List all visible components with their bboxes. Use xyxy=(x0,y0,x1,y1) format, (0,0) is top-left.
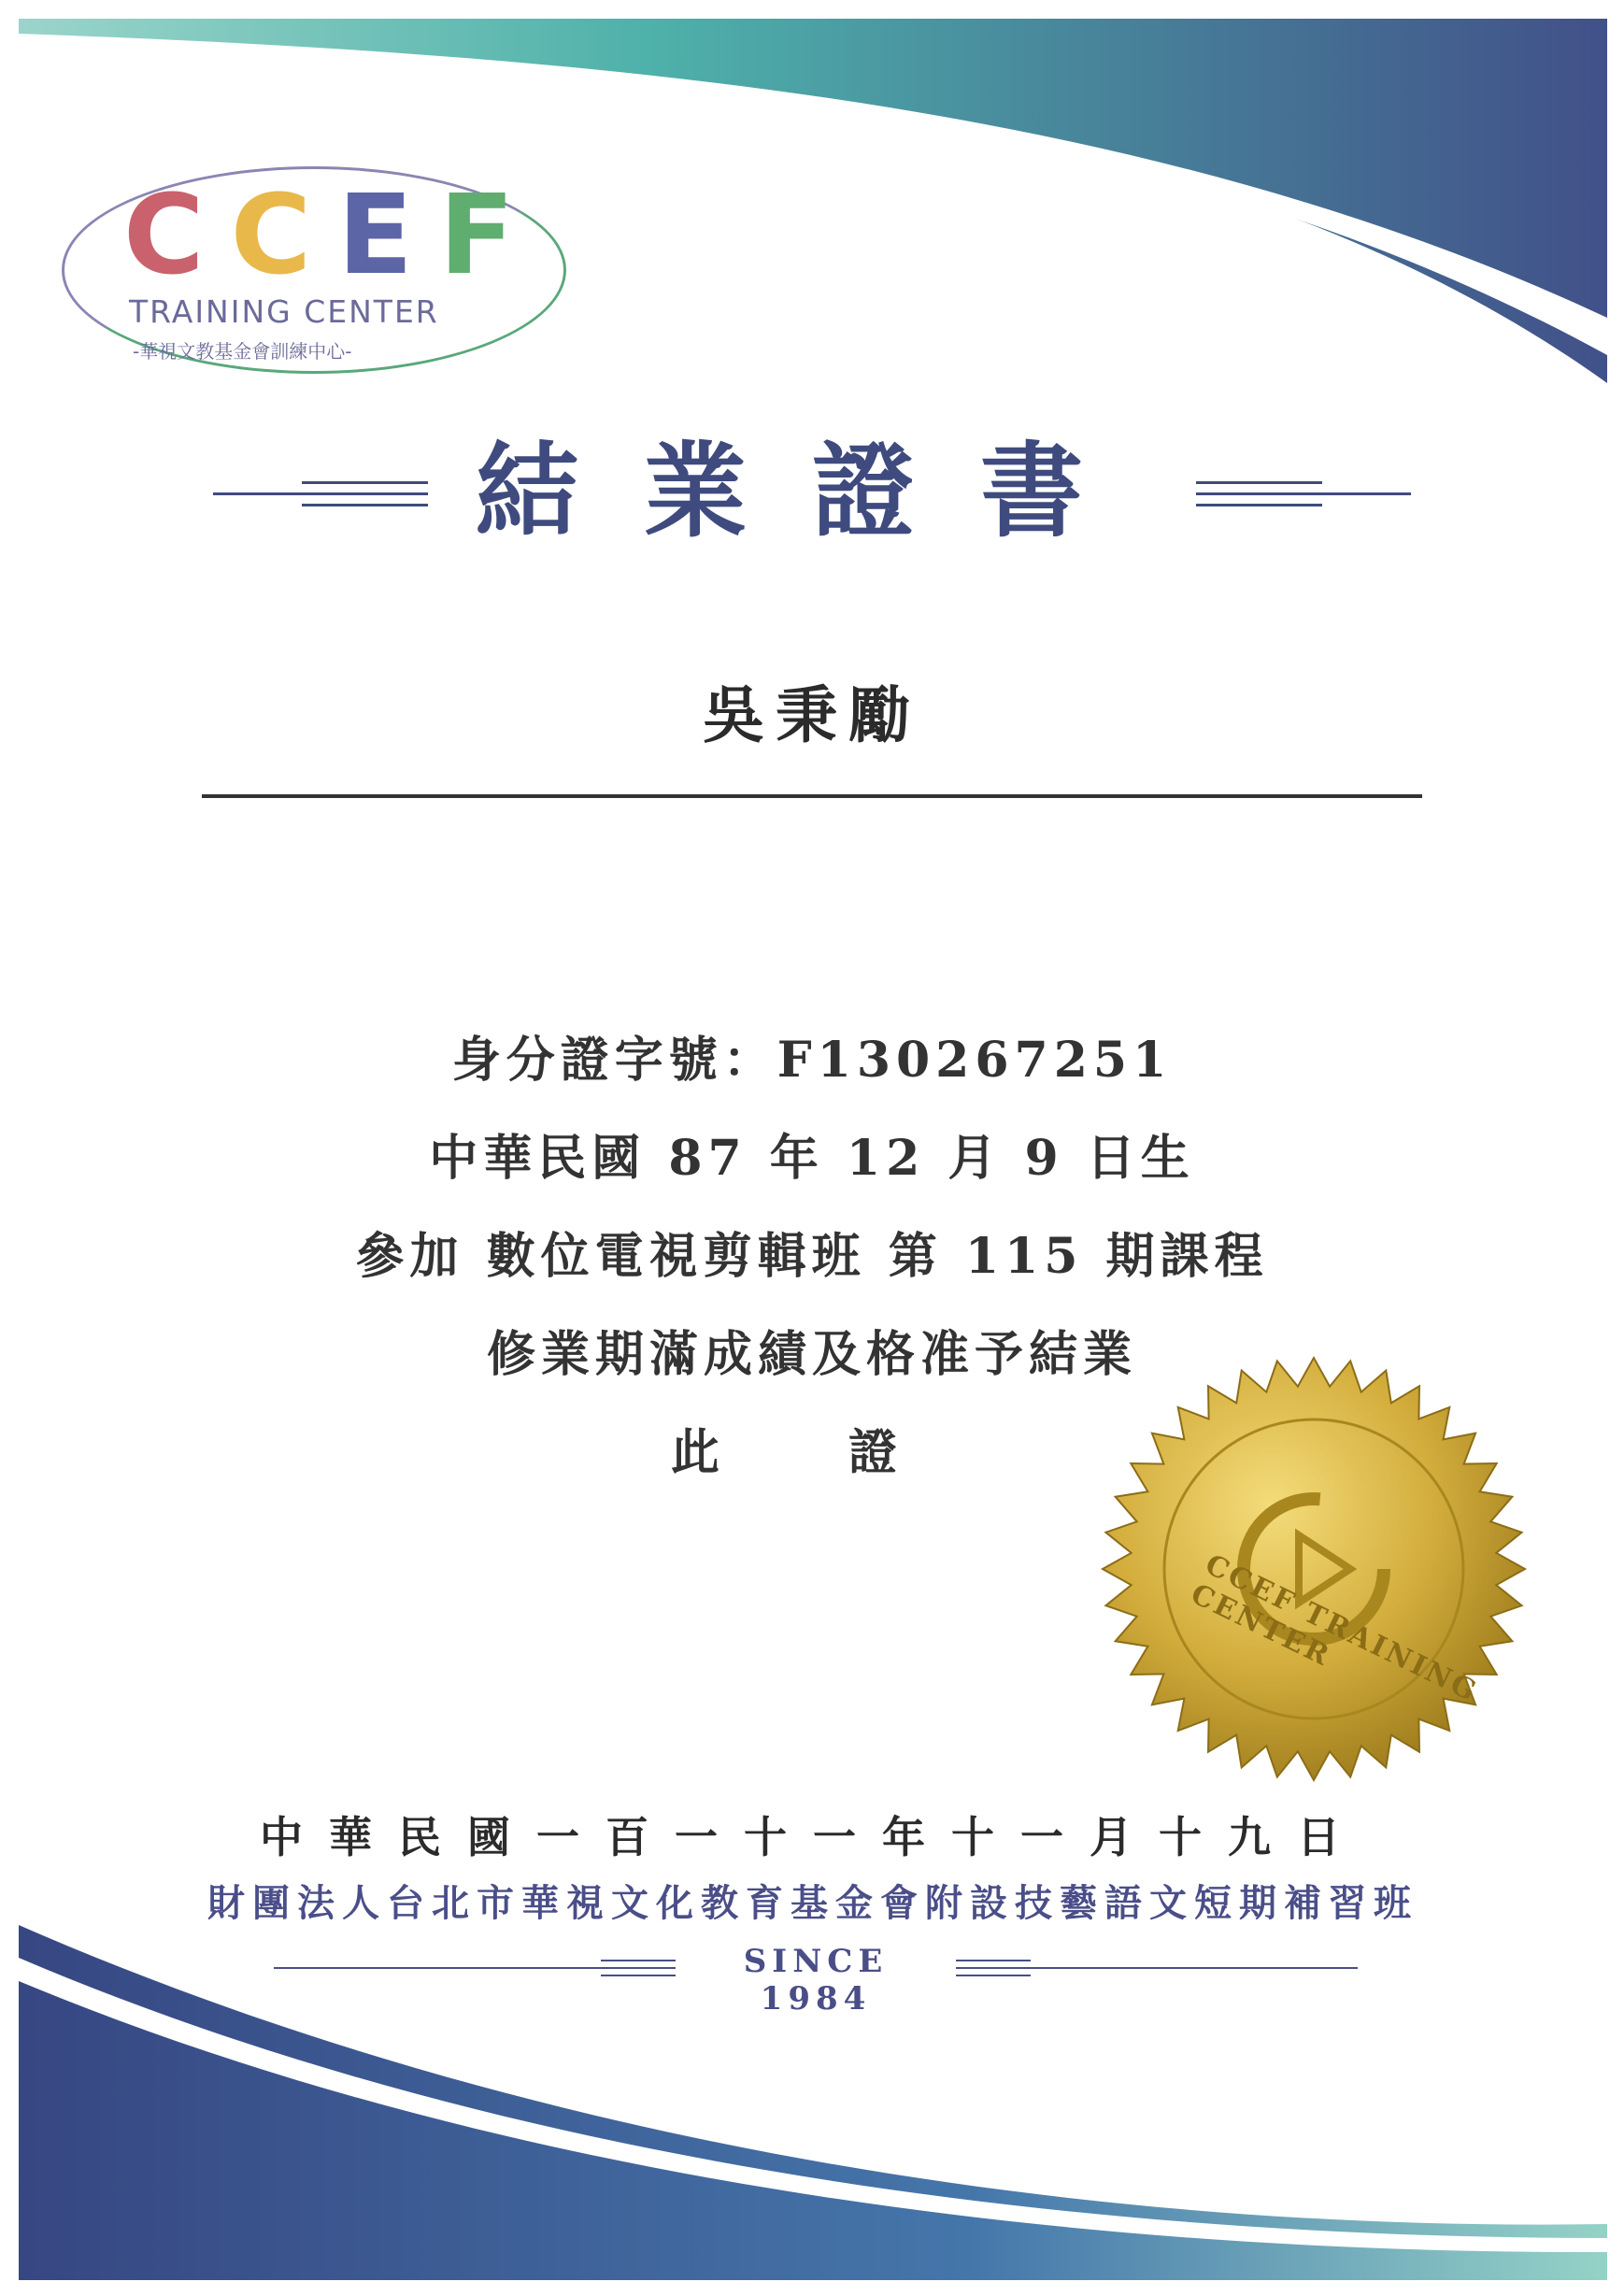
logo-letter-4: F xyxy=(438,170,541,299)
seal-ring-text: CCEF TRAINING CENTER xyxy=(1185,1547,1484,1709)
closing-line: 此 證 xyxy=(670,1424,954,1481)
since-rule-right xyxy=(956,1967,1358,1969)
logo-letter-1: C xyxy=(123,170,231,299)
logo-letter-2: C xyxy=(230,170,338,299)
since-rule-right-3 xyxy=(956,1975,1031,1976)
since-rule-left-2 xyxy=(601,1960,676,1961)
title-rule-right-short-2 xyxy=(1196,504,1322,506)
since-rule-left xyxy=(274,1967,676,1969)
course-line: 參加 數位電視剪輯班 第 115 期課程 xyxy=(355,1228,1269,1285)
certificate-title: 結業證書 xyxy=(476,431,1148,551)
since-rule-left-3 xyxy=(601,1975,676,1976)
since-row xyxy=(274,1939,1358,2018)
ccef-logo xyxy=(62,166,571,379)
logo-subtitle: TRAINING CENTER xyxy=(129,293,439,330)
title-rule-right-long xyxy=(1196,492,1411,495)
birth-date-line: 中華民國 87 年 12 月 9 日生 xyxy=(429,1130,1195,1187)
title-rule-left-long xyxy=(213,492,428,495)
issuing-organization: 財團法人台北市華視文化教育基金會附設技藝語文短期補習班 xyxy=(207,1881,1418,1925)
name-underline xyxy=(202,794,1422,798)
id-number-line: 身分證字號：F130267251 xyxy=(451,1032,1173,1089)
completion-line: 修業期滿成績及格准予結業 xyxy=(486,1326,1137,1383)
title-row xyxy=(213,425,1411,556)
recipient-name: 吳秉勵 xyxy=(703,678,921,751)
logo-tagline: -華視文教基金會訓練中心- xyxy=(133,340,352,363)
issue-date: 中華民國一百一十一年十一月十九日 xyxy=(260,1812,1366,1862)
logo-letter-3: E xyxy=(337,170,439,299)
since-label: SINCE 1984 xyxy=(743,1943,889,2018)
title-rule-left-short-2 xyxy=(302,504,428,506)
title-rule-left-short xyxy=(302,481,428,484)
logo-letters xyxy=(123,170,541,299)
since-rule-right-2 xyxy=(956,1960,1031,1961)
title-rule-right-short xyxy=(1196,481,1322,484)
